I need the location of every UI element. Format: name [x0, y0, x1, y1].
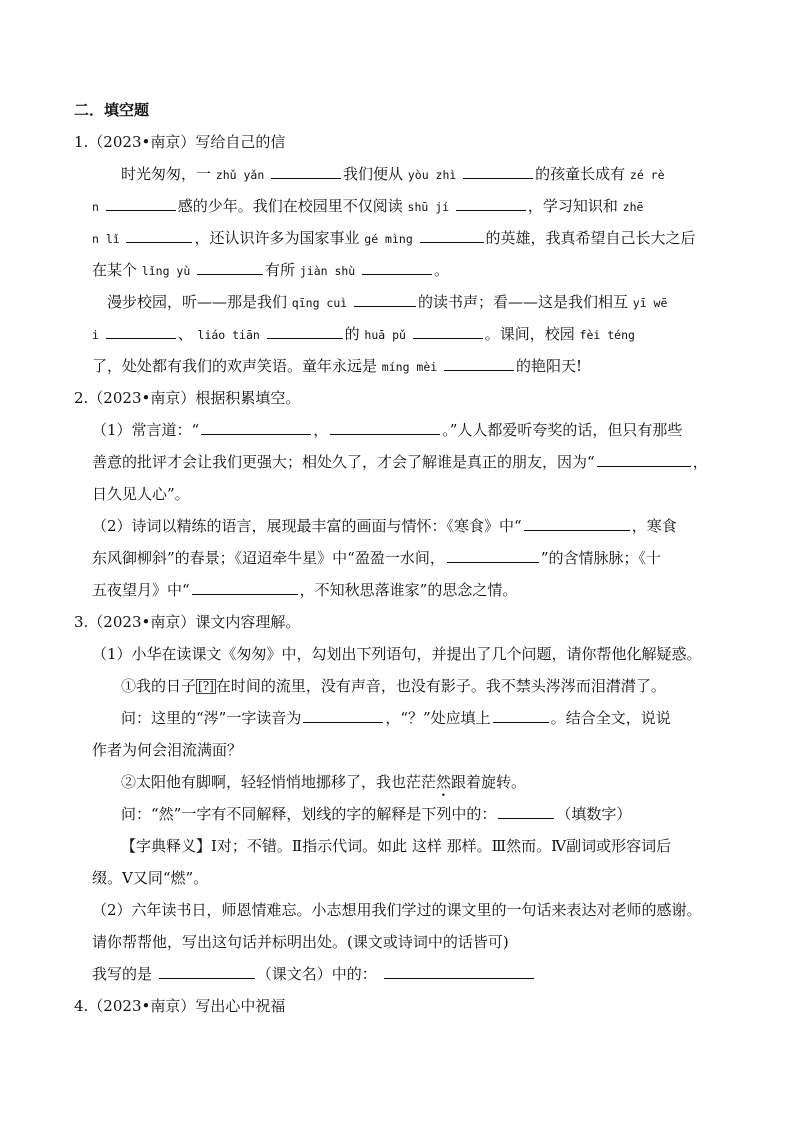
q1-text: ，学习知识和 — [527, 197, 618, 215]
q3-text: 。结合全文，说说 — [550, 709, 671, 727]
answer-blank[interactable] — [159, 964, 255, 979]
answer-blank[interactable] — [463, 164, 533, 179]
q3-line-3: 作者为何会泪流满面？ — [92, 741, 243, 759]
answer-blank[interactable] — [420, 228, 484, 243]
q3-line-6: 【字典释义】Ⅰ对；不错。Ⅱ指示代词。如此 这样 那样。Ⅲ然而。Ⅳ副词或形容词后 — [121, 837, 672, 855]
q2-text: ， — [313, 421, 329, 439]
q1-text: 时光匆匆，一 — [121, 165, 212, 183]
answer-blank[interactable] — [456, 196, 526, 211]
q1-text: 漫步校园，听——那是我们 — [107, 293, 288, 311]
q3-line-8: 请你帮帮他，写出这句话并标明出处。(课文或诗词中的话皆可) — [92, 933, 509, 951]
answer-blank[interactable] — [330, 420, 440, 435]
answer-blank[interactable] — [303, 708, 383, 723]
q3-sub-1: （1）小华在读课文《匆匆》中，勾划出下列语句，并提出了几个问题，请你帮他化解疑惑。 — [92, 645, 702, 663]
q1-text: ，还认识许多为国家事业 — [194, 229, 360, 247]
q3-text: ②太阳他有脚啊，轻轻悄悄地挪移了，我也茫茫 — [121, 773, 437, 791]
q2-line-1 — [92, 420, 682, 440]
answer-blank[interactable] — [106, 196, 176, 211]
question-3-header: 3.（2023•南京）课文内容理解。 — [74, 613, 301, 631]
pinyin-prompt: shū jí — [407, 200, 450, 214]
answer-blank[interactable] — [444, 356, 514, 371]
section-title: 二．填空题 — [74, 101, 150, 119]
q3-text: 问：“然”一字有不同解释，划线的字的解释是下列中的： — [121, 805, 497, 823]
answer-blank[interactable] — [126, 228, 192, 243]
pinyin-prompt: liáo tiān — [197, 328, 260, 342]
q1-text: 。课间，校园 — [484, 325, 575, 343]
q3-line-7: 缀。Ⅴ又同“燃”。 — [92, 869, 209, 887]
pinyin-prompt: n lǐ — [92, 232, 120, 246]
q1-text: 感的少年。我们在校园里不仅阅读 — [177, 197, 403, 215]
pinyin-prompt: yī wē — [632, 296, 668, 310]
q3-text: 在时间的流里，没有声音，也没有影子。我不禁头涔涔而泪潸潸了。 — [215, 677, 666, 695]
pinyin-prompt: zé rè — [629, 168, 665, 182]
answer-blank[interactable] — [267, 324, 343, 339]
q1-text: 我们便从 — [343, 165, 404, 183]
pinyin-prompt: lǐng yù — [141, 264, 191, 278]
q1-text: 的读书声；看——这是我们相互 — [417, 293, 628, 311]
pinyin-prompt: yòu zhì — [407, 168, 457, 182]
q3-line-1 — [121, 676, 666, 696]
q1-text: 的艳阳天! — [515, 357, 582, 375]
q1-text: 的 — [344, 325, 360, 343]
pinyin-prompt: jiàn shù — [299, 264, 356, 278]
pinyin-prompt: fèi téng — [579, 328, 635, 342]
q2-line-2 — [92, 452, 708, 472]
answer-blank[interactable] — [447, 548, 539, 563]
q2-text: （1）常言道：“ — [92, 421, 200, 439]
q3-line-2 — [121, 708, 671, 728]
pinyin-prompt: n — [92, 200, 99, 214]
q3-line-4 — [121, 772, 526, 800]
q3-sub-2: （2）六年读书日，师恩情难忘。小志想用我们学过的课文里的一句话来表达对老师的感谢。 — [92, 901, 702, 919]
q1-line-2 — [92, 196, 643, 217]
q1-text: 了，处处都有我们的欢声笑语。童年永远是 — [92, 357, 378, 375]
q1-text: 的英雄，我真希望自己长大之后 — [485, 229, 696, 247]
q2-text: ”的含情脉脉；《十 — [540, 549, 662, 567]
answer-blank[interactable] — [384, 964, 534, 979]
q2-text: 。”人人都爱听夸奖的话，但只有那些 — [442, 421, 683, 439]
answer-blank[interactable] — [413, 324, 483, 339]
q3-text: ①我的日子 — [121, 677, 197, 695]
q1-text: 、 — [177, 325, 193, 343]
q1-line-1 — [121, 164, 665, 185]
q3-line-9 — [92, 964, 536, 984]
marked-character: 然 — [436, 773, 452, 791]
q2-text: ，寒食 — [631, 517, 677, 535]
answer-blank[interactable] — [493, 708, 549, 723]
q2-line-3: 日久见人心”。 — [92, 485, 190, 503]
q1-text: 在某个 — [92, 261, 138, 279]
question-1-header: 1.（2023•南京）写给自己的信 — [74, 133, 286, 151]
q2-text: 东风御柳斜”的春景；《迢迢牵牛星》中“盈盈一水间， — [92, 549, 445, 567]
q2-line-4 — [92, 516, 677, 536]
q2-line-5 — [92, 548, 661, 568]
q2-text: 善意的批评才会让我们更强大；相处久了，才会了解谁是真正的朋友，因为“ — [92, 453, 595, 471]
answer-blank[interactable] — [106, 324, 176, 339]
answer-blank[interactable] — [597, 452, 691, 467]
q1-line-7 — [92, 356, 582, 377]
answer-blank[interactable] — [524, 516, 630, 531]
answer-blank[interactable] — [354, 292, 416, 307]
q3-text: 跟着旋转。 — [451, 773, 527, 791]
answer-blank[interactable] — [197, 260, 263, 275]
pinyin-prompt: qīng cuì — [291, 296, 348, 310]
pinyin-prompt: zhē — [622, 200, 644, 214]
q2-text: （2）诗词以精练的语言，展现最丰富的画面与情怀：《寒食》中“ — [92, 517, 522, 535]
q3-text: （填数字） — [556, 805, 632, 823]
q1-text: 。 — [434, 261, 450, 279]
q2-text: ， — [692, 453, 708, 471]
pinyin-prompt: i — [92, 328, 99, 342]
q2-text: 五夜望月》中“ — [92, 581, 190, 599]
q3-text: （课文名）中的： — [256, 965, 377, 983]
q2-line-6 — [92, 580, 517, 600]
q1-text: 有所 — [265, 261, 296, 279]
q1-line-5 — [107, 292, 667, 313]
answer-blank[interactable] — [201, 420, 311, 435]
q2-text: ，不知秋思落谁家”的思念之情。 — [299, 581, 518, 599]
q3-text: ，“？”处应填上 — [385, 709, 491, 727]
answer-blank[interactable] — [271, 164, 341, 179]
question-4-header: 4.（2023•南京）写出心中祝福 — [74, 997, 286, 1015]
question-2-header: 2.（2023•南京）根据积累填空。 — [74, 389, 301, 407]
q3-text: 问：这里的“涔”一字读音为 — [121, 709, 302, 727]
q1-text: 的孩童长成有 — [535, 165, 626, 183]
pinyin-prompt: míng mèi — [381, 360, 438, 374]
answer-blank[interactable] — [362, 260, 432, 275]
pinyin-prompt: zhǔ yǎn — [215, 168, 265, 182]
q1-line-6 — [92, 324, 635, 345]
q3-line-5 — [121, 804, 631, 824]
answer-blank[interactable] — [192, 580, 298, 595]
answer-blank[interactable] — [498, 804, 554, 819]
q3-text: 我写的是 — [92, 965, 153, 983]
q1-line-3 — [92, 228, 696, 249]
missing-char-box: [?] — [198, 679, 214, 693]
q1-line-4 — [92, 260, 449, 281]
pinyin-prompt: huā pǔ — [364, 328, 406, 342]
pinyin-prompt: gé mìng — [364, 232, 413, 246]
